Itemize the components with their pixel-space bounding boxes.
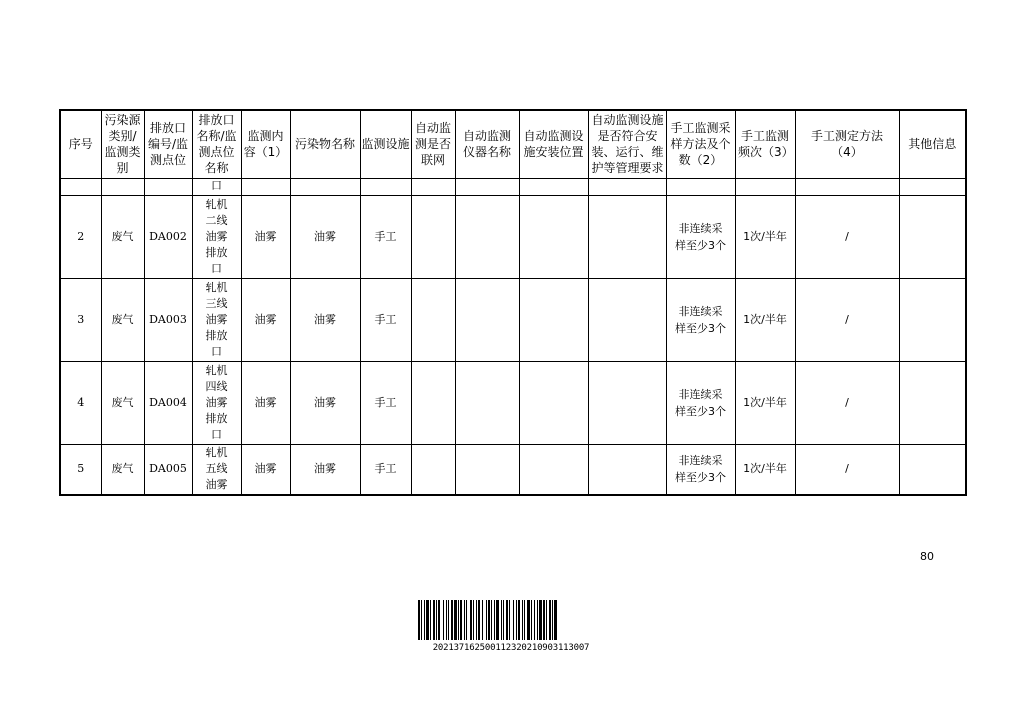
table-row <box>60 278 966 361</box>
monitoring-facility: 手工 <box>360 444 411 495</box>
sampling-method: 非连续采样至少3个 <box>666 444 735 495</box>
header-cell: 监测设施 <box>360 110 411 178</box>
header-cell: 自动监测设施是否符合安装、运行、维护等管理要求 <box>588 110 666 178</box>
monitoring-content: 油雾 <box>241 444 290 495</box>
monitoring-content: 油雾 <box>241 361 290 444</box>
other-info <box>899 278 966 361</box>
header-cell: 自动监测是否联网 <box>411 110 455 178</box>
auto-install-position <box>519 444 588 495</box>
monitoring-facility: 手工 <box>360 195 411 278</box>
header-cell: 手工监测采样方法及个数（2） <box>666 110 735 178</box>
outlet-name: 轧机四线油雾排放口 <box>192 361 241 444</box>
header-cell: 污染物名称 <box>290 110 360 178</box>
outlet-name: 轧机三线油雾排放口 <box>192 278 241 361</box>
outlet-id: DA004 <box>144 361 192 444</box>
header-cell: 污染源类别/监测类别 <box>101 110 144 178</box>
auto-compliance <box>588 361 666 444</box>
monitoring-frequency: 1次/半年 <box>735 444 795 495</box>
pollutant-name: 油雾 <box>290 278 360 361</box>
outlet-id: DA003 <box>144 278 192 361</box>
table-header-row <box>60 110 966 178</box>
outlet-id: DA002 <box>144 195 192 278</box>
outlet-name: 轧机二线油雾排放口 <box>192 195 241 278</box>
pollution-category: 废气 <box>101 444 144 495</box>
header-cell: 其他信息 <box>899 110 966 178</box>
measurement-method: / <box>795 361 899 444</box>
auto-networked <box>411 361 455 444</box>
auto-compliance <box>588 278 666 361</box>
row-number: 3 <box>60 278 101 361</box>
header-cell: 排放口编号/监测点位 <box>144 110 192 178</box>
table-row <box>60 195 966 278</box>
header-cell: 自动监测设施安装位置 <box>519 110 588 178</box>
measurement-method: / <box>795 195 899 278</box>
measurement-method: / <box>795 444 899 495</box>
header-cell: 监测内容（1） <box>241 110 290 178</box>
outlet-name: 轧机五线油雾 <box>192 444 241 495</box>
auto-install-position <box>519 278 588 361</box>
header-cell: 手工测定方法（4） <box>795 110 899 178</box>
header-cell: 手工监测频次（3） <box>735 110 795 178</box>
auto-compliance <box>588 444 666 495</box>
table-row <box>60 361 966 444</box>
other-info <box>899 195 966 278</box>
sampling-method: 非连续采样至少3个 <box>666 195 735 278</box>
measurement-method: / <box>795 278 899 361</box>
row-number: 5 <box>60 444 101 495</box>
row-number: 4 <box>60 361 101 444</box>
auto-instrument-name <box>455 444 519 495</box>
auto-networked <box>411 444 455 495</box>
table-row <box>60 444 966 495</box>
pollution-category: 废气 <box>101 361 144 444</box>
header-cell: 序号 <box>60 110 101 178</box>
pollutant-name: 油雾 <box>290 195 360 278</box>
header-cell: 自动监测仪器名称 <box>455 110 519 178</box>
pollution-category: 废气 <box>101 278 144 361</box>
page-number: 80 <box>920 550 934 563</box>
monitoring-table <box>59 109 967 496</box>
header-cell: 排放口名称/监测点位名称 <box>192 110 241 178</box>
monitoring-content: 油雾 <box>241 195 290 278</box>
sampling-method: 非连续采样至少3个 <box>666 361 735 444</box>
monitoring-facility: 手工 <box>360 278 411 361</box>
auto-networked <box>411 278 455 361</box>
monitoring-frequency: 1次/半年 <box>735 195 795 278</box>
auto-networked <box>411 195 455 278</box>
auto-install-position <box>519 361 588 444</box>
row-number: 2 <box>60 195 101 278</box>
monitoring-content: 油雾 <box>241 278 290 361</box>
continuation-cell: 口 <box>192 178 241 195</box>
outlet-id: DA005 <box>144 444 192 495</box>
other-info <box>899 361 966 444</box>
barcode-number: 202137162500112320210903113007 <box>432 643 590 653</box>
auto-install-position <box>519 195 588 278</box>
auto-instrument-name <box>455 361 519 444</box>
monitoring-frequency: 1次/半年 <box>735 278 795 361</box>
continuation-row <box>60 178 966 195</box>
barcode-icon <box>418 600 604 640</box>
monitoring-frequency: 1次/半年 <box>735 361 795 444</box>
auto-instrument-name <box>455 278 519 361</box>
auto-compliance <box>588 195 666 278</box>
pollutant-name: 油雾 <box>290 361 360 444</box>
other-info <box>899 444 966 495</box>
sampling-method: 非连续采样至少3个 <box>666 278 735 361</box>
pollution-category: 废气 <box>101 195 144 278</box>
auto-instrument-name <box>455 195 519 278</box>
monitoring-facility: 手工 <box>360 361 411 444</box>
pollutant-name: 油雾 <box>290 444 360 495</box>
